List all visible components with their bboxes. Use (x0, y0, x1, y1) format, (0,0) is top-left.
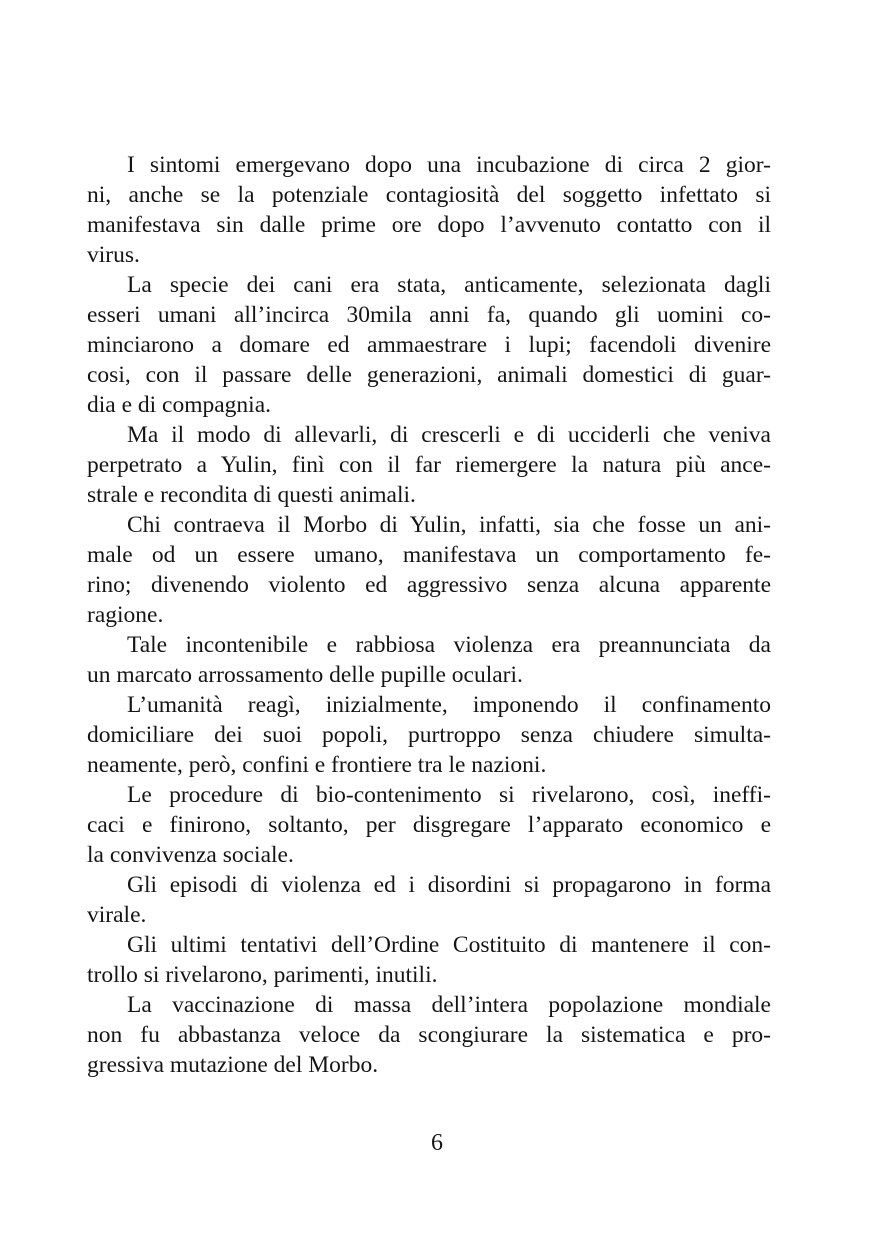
text-line: rino; divenendo violento ed aggressivo senza alcuna apparente (87, 572, 771, 598)
text-line: Tale incontenibile e rabbiosa violenza era preannunciata da (127, 632, 771, 658)
text-line: male od un essere umano, manifestava un comportamento fe- (87, 542, 771, 568)
text-line: Le procedure di bio-contenimento si rivelarono, così, ineffi- (127, 782, 771, 808)
text-line: I sintomi emergevano dopo una incubazione di circa 2 gior- (127, 152, 771, 178)
text-line: virus. (87, 242, 140, 268)
paragraph (87, 690, 771, 780)
text-line: virale. (87, 902, 147, 928)
text-line: un marcato arrossamento delle pupille oculari. (87, 662, 523, 688)
text-line: gressiva mutazione del Morbo. (87, 1052, 379, 1078)
text-line: ni, anche se la potenziale contagiosità del soggetto infettato si (87, 182, 771, 208)
text-line: minciarono a domare ed ammaestrare i lupi; facendoli divenire (87, 332, 771, 358)
text-line: trollo si rivelarono, parimenti, inutili. (87, 962, 438, 988)
text-line: La vaccinazione di massa dell’intera popolazione mondiale (127, 992, 771, 1018)
paragraph (87, 420, 771, 510)
paragraph (87, 780, 771, 870)
paragraph (87, 270, 771, 420)
text-line: la convivenza sociale. (87, 842, 294, 868)
text-line: ragione. (87, 602, 164, 628)
text-line: Chi contraeva il Morbo di Yulin, infatti, sia che fosse un ani- (127, 512, 771, 538)
paragraph (87, 150, 771, 270)
text-line: Gli ultimi tentativi dell’Ordine Costituito di mantenere il con- (127, 932, 771, 958)
paragraph (87, 510, 771, 630)
paragraph (87, 930, 771, 990)
paragraph (87, 630, 771, 690)
text-line: dia e di compagnia. (87, 392, 272, 418)
text-line: domiciliare dei suoi popoli, purtroppo senza chiudere simulta- (87, 722, 771, 748)
text-line: non fu abbastanza veloce da scongiurare la sistematica e pro- (87, 1022, 771, 1048)
text-line: L’umanità reagì, inizialmente, imponendo il confinamento (127, 692, 771, 718)
text-line: manifestava sin dalle prime ore dopo l’avvenuto contatto con il (87, 212, 771, 238)
page-number: 6 (431, 1130, 443, 1156)
text-line: perpetrato a Yulin, finì con il far riemergere la natura più ance- (87, 452, 771, 478)
text-line: cosi, con il passare delle generazioni, animali domestici di guar- (87, 362, 771, 388)
text-line: esseri umani all’incirca 30mila anni fa, quando gli uomini co- (87, 302, 771, 328)
text-line: La specie dei cani era stata, anticamente, selezionata dagli (127, 272, 771, 298)
paragraph (87, 870, 771, 930)
text-line: Ma il modo di allevarli, di crescerli e di ucciderli che veniva (127, 422, 771, 448)
text-line: neamente, però, confini e frontiere tra le nazioni. (87, 752, 547, 778)
page-text (87, 150, 771, 1080)
text-line: strale e recondita di questi animali. (87, 482, 416, 508)
text-line: caci e finirono, soltanto, per disgregare l’apparato economico e (87, 812, 771, 838)
text-line: Gli episodi di violenza ed i disordini si propagarono in forma (127, 872, 771, 898)
paragraph (87, 990, 771, 1080)
